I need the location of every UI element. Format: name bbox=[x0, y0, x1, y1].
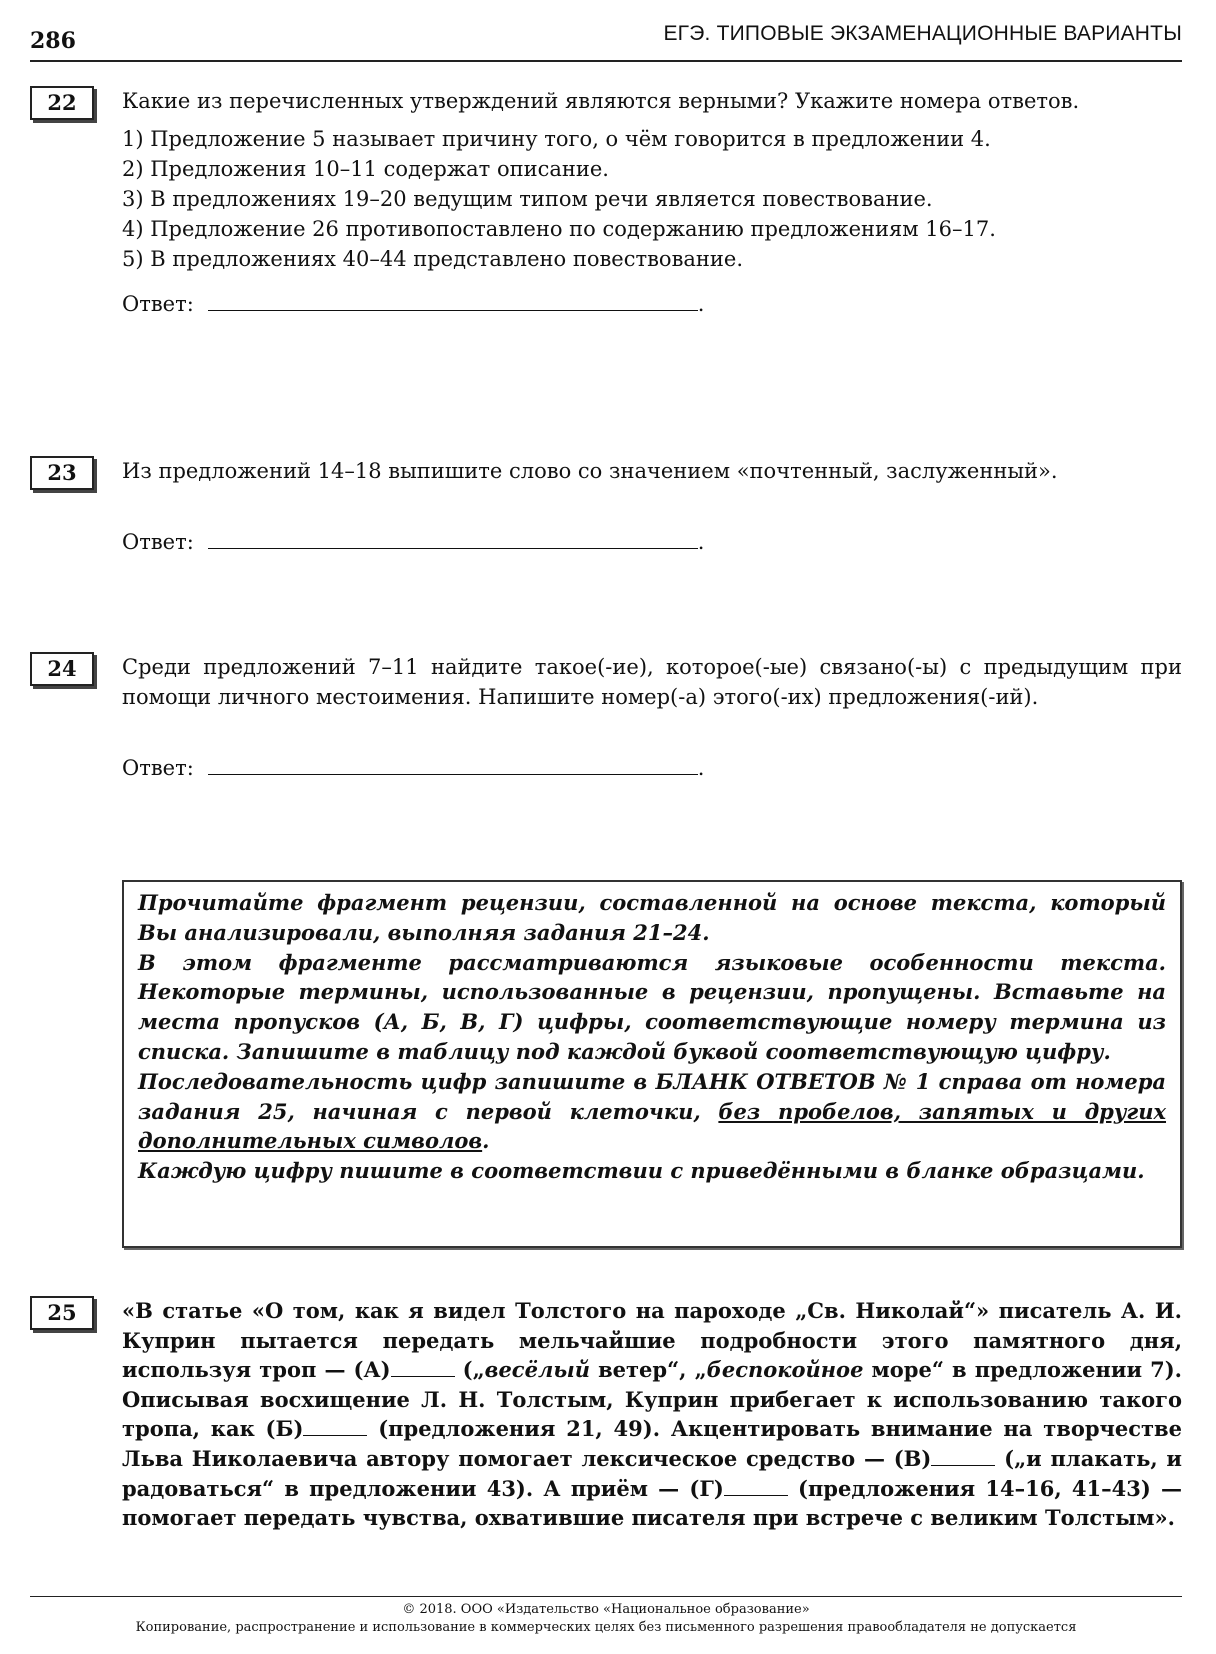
footer-copyright: © 2018. ООО «Издательство «Национальное образование» bbox=[402, 1602, 810, 1617]
instructions-paragraph-2: В этом фрагменте рассматриваются языковые особенности текста. Некоторые термины, использованные в рецензии, пропущены. Вставьте на места пропусков (А, Б, В, Г) цифры, соответствующие номеру термина из списка. Запишите в таблицу под каждой буквой соответствующую цифру. bbox=[138, 949, 1166, 1064]
task-24 bbox=[30, 652, 1182, 792]
task-number-24: 24 bbox=[30, 652, 94, 686]
task-number-22: 22 bbox=[30, 86, 94, 120]
option-5: 5) В предложениях 40–44 представлено повествование. bbox=[122, 247, 744, 271]
answer-label: Ответ: bbox=[122, 530, 194, 554]
task-22 bbox=[30, 86, 1182, 326]
page-number: 286 bbox=[30, 28, 76, 54]
answer-line-23[interactable]: Ответ: . bbox=[122, 526, 704, 557]
gap-a[interactable] bbox=[391, 1356, 455, 1377]
running-header: ЕГЭ. ТИПОВЫЕ ЭКЗАМЕНАЦИОННЫЕ ВАРИАНТЫ bbox=[663, 22, 1182, 45]
gap-b[interactable] bbox=[303, 1415, 367, 1436]
instructions-paragraph-1: Прочитайте фрагмент рецензии, составленной на основе текста, который Вы анализировали, выполняя задания 21–24. bbox=[138, 890, 1166, 945]
answer-line-24[interactable]: Ответ: . bbox=[122, 752, 704, 783]
answer-label: Ответ: bbox=[122, 292, 194, 316]
footer-notice: Копирование, распространение и использование в коммерческих целях без письменного разрешения правообладателя не допускается bbox=[135, 1620, 1077, 1635]
task-23 bbox=[30, 456, 1182, 566]
task-23-question: Из предложений 14–18 выпишите слово со значением «почтенный, заслуженный». bbox=[122, 459, 1058, 483]
instructions-paragraph-3: Последовательность цифр запишите в БЛАНК ОТВЕТОВ № 1 справа от номера задания 25, начиная с первой клеточки, без пробелов, запятых и других дополнительных символов. bbox=[138, 1068, 1167, 1154]
gap-g[interactable] bbox=[724, 1475, 788, 1496]
header-divider bbox=[30, 60, 1182, 62]
answer-blank[interactable] bbox=[208, 526, 698, 549]
task-22-question: Какие из перечисленных утверждений являются верными? Укажите номера ответов. bbox=[122, 89, 1080, 113]
task-25-text: «В статье «О том, как я видел Толстого на пароходе „Св. Николай“» писатель А. И. Куприн пытается передать мельчайшие подробности этого памятного дня, используя троп — (А) („весёлый ветер“, „беспокойное море“ в предложении 7). Описывая восхищение Л. Н. Толстым, Куприн прибегает к использованию такого тропа, как (Б) (предложения 21, 49). Акцентировать внимание на творчестве Льва Николаевича автору помогает лексическое средство — (В) („и плакать, и радоваться“ в предложении 43). А приём — (Г) (предложения 14–16, 41–43) — помогает передать чувства, охватившие писателя при встрече с великим Толстым». bbox=[122, 1298, 1183, 1531]
gap-v[interactable] bbox=[931, 1445, 995, 1466]
option-2: 2) Предложения 10–11 содержат описание. bbox=[122, 157, 609, 181]
underlined-note: без пробелов, запятых и других дополнительных символов bbox=[138, 1098, 1167, 1154]
task-22-options bbox=[122, 124, 1182, 274]
answer-line-22[interactable]: Ответ: . bbox=[122, 288, 704, 319]
task-number-25: 25 bbox=[30, 1296, 94, 1330]
footer-divider bbox=[30, 1596, 1182, 1597]
answer-label: Ответ: bbox=[122, 756, 194, 780]
answer-blank[interactable] bbox=[208, 288, 698, 311]
option-3: 3) В предложениях 19–20 ведущим типом речи является повествование. bbox=[122, 187, 933, 211]
instructions-paragraph-4: Каждую цифру пишите в соответствии с приведёнными в бланке образцами. bbox=[138, 1158, 1145, 1184]
task-24-question: Среди предложений 7–11 найдите такое(-ие), которое(-ые) связано(-ы) с предыдущим при помощи личного местоимения. Напишите номер(-а) этого(-их) предложения(-ий). bbox=[122, 655, 1182, 709]
task-number-23: 23 bbox=[30, 456, 94, 490]
option-4: 4) Предложение 26 противопоставлено по содержанию предложениям 16–17. bbox=[122, 217, 996, 241]
task-25 bbox=[30, 1296, 1182, 1556]
instructions-box bbox=[122, 880, 1182, 1248]
answer-blank[interactable] bbox=[208, 752, 698, 775]
option-1: 1) Предложение 5 называет причину того, о чём говорится в предложении 4. bbox=[122, 127, 991, 151]
task-22-body bbox=[122, 86, 1182, 274]
